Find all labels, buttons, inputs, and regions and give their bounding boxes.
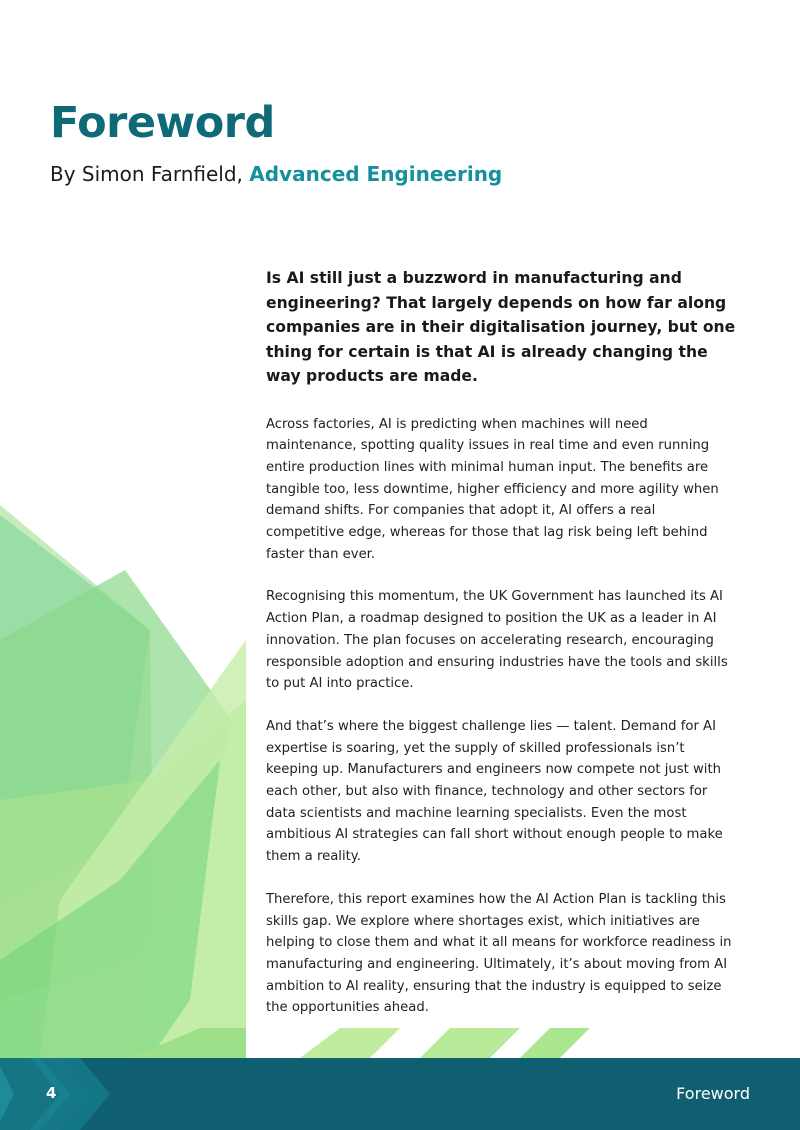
page-footer: [0, 1058, 800, 1130]
footer-chevron-pattern: [0, 1058, 130, 1130]
byline: [50, 162, 502, 186]
article-body: [266, 266, 736, 1040]
byline-author: By Simon Farnfield,: [50, 162, 250, 186]
body-paragraph: And that’s where the biggest challenge lies — talent. Demand for AI expertise is soaring, yet the supply of skilled professionals isn’t keeping up. Manufacturers and engineers now compete not just with each other, but also with finance, technology and other sectors for data scientists and machine learning specialists. Even the most ambitious AI strategies can fall short without enough people to make them a reality.: [266, 718, 723, 865]
body-paragraph: Across factories, AI is predicting when machines will need maintenance, spotting quality issues in real time and even running entire production lines with minimal human input. The benefits are tangible too, less downtime, higher efficiency and more agility when demand shifts. For companies that adopt it, AI offers a real competitive edge, whereas for those that lag risk being left behind faster than ever.: [266, 416, 719, 562]
body-paragraph: Recognising this momentum, the UK Government has launched its AI Action Plan, a roadmap designed to position the UK as a leader in AI innovation. The plan focuses on accelerating research, encouraging responsible adoption and ensuring industries have the tools and skills to put AI into practice.: [266, 589, 728, 692]
page-title: Foreword: [50, 98, 275, 148]
lead-paragraph: Is AI still just a buzzword in manufacturing and engineering? That largely depends on how far along companies are in their digitalisation journey, but one thing for certain is that AI is already changing the way products are made.: [266, 269, 736, 385]
footer-section-name: Foreword: [676, 1084, 750, 1103]
body-paragraph: Therefore, this report examines how the AI Action Plan is tackling this skills gap. We explore where shortages exist, which initiatives are helping to close them and what it all means for workforce readiness in manufacturing and engineering. Ultimately, it’s about moving from AI ambition to AI reality, ensuring that the industry is equipped to seize the opportunities ahead.: [266, 891, 732, 1016]
byline-organization: Advanced Engineering: [249, 162, 503, 186]
page-number: 4: [46, 1084, 57, 1102]
